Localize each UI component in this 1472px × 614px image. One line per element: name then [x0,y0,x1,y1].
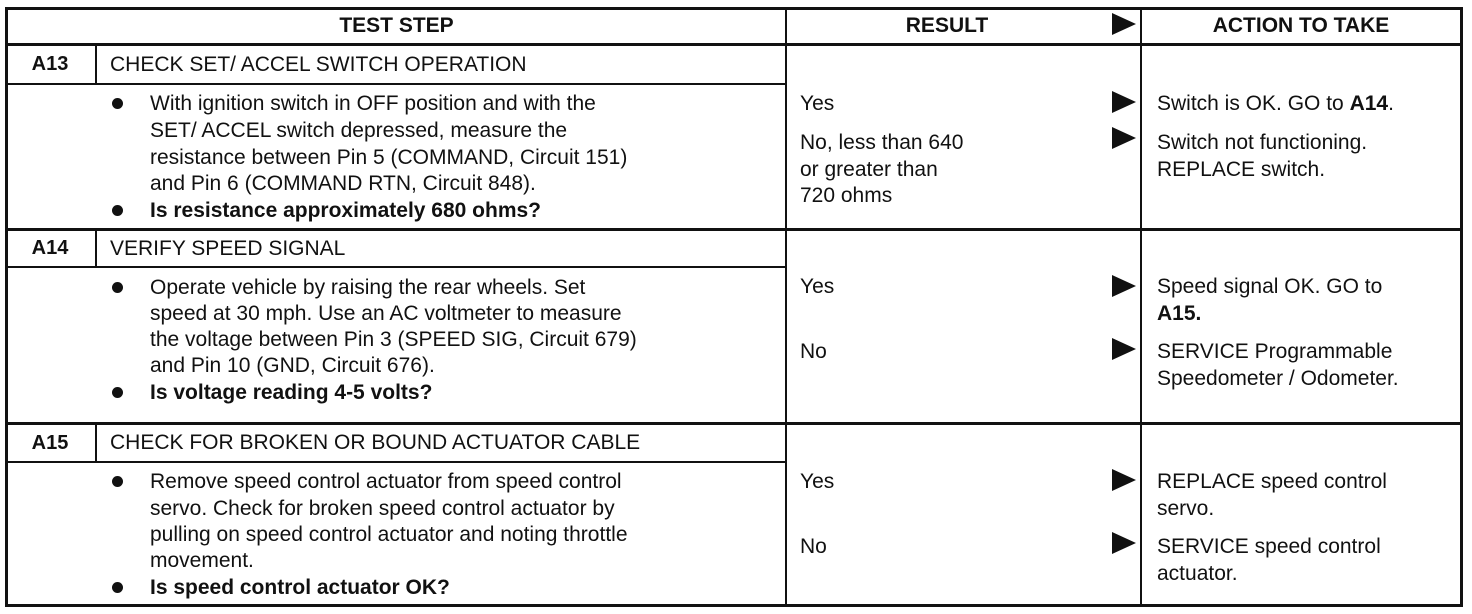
bullet-icon [112,282,123,293]
a15-instruction-line-1: Remove speed control actuator from speed control [150,470,622,493]
a14-action-yes-suffix: . [1195,302,1202,325]
a14-action-yes-line-2 [1157,300,1201,327]
a15-yes-arrow-icon [1112,469,1136,491]
a15-no-arrow-icon [1112,532,1136,554]
a15-result-no: No [800,535,827,558]
a15-instruction-line-2: servo. Check for broken speed control actuator by [150,497,615,520]
step-title-a13: CHECK SET/ ACCEL SWITCH OPERATION [110,53,527,76]
a15-title-underline [5,461,786,463]
header-arrow-icon [1112,13,1136,35]
a13-no-arrow-icon [1112,127,1136,149]
a14-bottom [5,422,1463,425]
header-result: RESULT [905,14,989,37]
a14-instruction-line-1: Operate vehicle by raising the rear wheels. Set [150,276,586,299]
a14-question: Is voltage reading 4-5 volts? [150,381,433,404]
a14-instruction-line-4: and Pin 10 (GND, Circuit 676). [150,354,435,377]
a13-result-no-line-1: No, less than 640 [800,131,964,154]
bullet-icon [112,98,123,109]
bullet-icon [112,476,123,487]
a14-no-arrow-icon [1112,338,1136,360]
step-id-a14: A14 [31,237,69,259]
a13-bottom [5,228,1463,231]
a13-action-no-line-1: Switch not functioning. [1157,131,1368,154]
a13-result-no-line-3: 720 ohms [800,184,893,207]
a14-action-no-line-1: SERVICE Programmable [1157,340,1393,363]
a14-instruction-line-2: speed at 30 mph. Use an AC voltmeter to measure [150,302,622,325]
bullet-icon [112,387,123,398]
table-border-right [1460,7,1463,607]
a15-result-yes: Yes [800,470,835,493]
step-id-a15: A15 [31,432,69,454]
a13-action-yes-suffix: . [1388,92,1394,115]
table-border-top [5,7,1463,10]
header-test-step: TEST STEP [339,14,454,37]
step-title-a14: VERIFY SPEED SIGNAL [110,237,346,260]
column-divider-result [785,7,787,607]
a15-action-yes-line-2: servo. [1157,497,1215,520]
a14-instruction-line-3: the voltage between Pin 3 (SPEED SIG, Circuit 679) [150,328,637,351]
table-border-bottom [5,604,1463,607]
a13-title-underline [5,83,786,85]
a14-result-no: No [800,340,827,363]
a14-result-yes: Yes [800,275,835,298]
step-title-a15: CHECK FOR BROKEN OR BOUND ACTUATOR CABLE [110,431,641,454]
a14-action-yes-ref: A15 [1157,302,1196,325]
a13-question: Is resistance approximately 680 ohms? [150,199,542,222]
a14-title-underline [5,266,786,268]
header-action: ACTION TO TAKE [1212,14,1390,37]
a13-action-yes-ref: A14 [1349,92,1389,115]
a13-action-no-line-2: REPLACE switch. [1157,158,1326,181]
column-divider-action [1140,7,1142,607]
a14-action-no-line-2: Speedometer / Odometer. [1157,367,1399,390]
table-border-left [5,7,8,607]
header-divider [5,43,1463,46]
bullet-icon [112,582,123,593]
a13-action-yes-text: Switch is OK. GO to [1157,92,1350,115]
a13-instruction-line-2: SET/ ACCEL switch depressed, measure the [150,119,568,142]
a15-instruction-line-4: movement. [150,549,254,572]
a13-action-yes [1157,90,1394,117]
a15-action-no-line-2: actuator. [1157,562,1238,585]
a15-question: Is speed control actuator OK? [150,576,450,599]
a13-yes-arrow-icon [1112,91,1136,113]
a14-action-yes-line-1: Speed signal OK. GO to [1157,275,1383,298]
step-id-a13: A13 [31,53,69,75]
a13-result-no-line-2: or greater than [800,158,938,181]
a13-instruction-line-3: resistance between Pin 5 (COMMAND, Circuit 151) [150,146,628,169]
a15-action-yes-line-1: REPLACE speed control [1157,470,1387,493]
bullet-icon [112,205,123,216]
a15-instruction-line-3: pulling on speed control actuator and noting throttle [150,523,628,546]
a15-action-no-line-1: SERVICE speed control [1157,535,1381,558]
a13-instruction-line-4: and Pin 6 (COMMAND RTN, Circuit 848). [150,172,536,195]
a13-result-yes: Yes [800,92,835,115]
a14-yes-arrow-icon [1112,275,1136,297]
a13-instruction-line-1: With ignition switch in OFF position and with the [150,92,596,115]
